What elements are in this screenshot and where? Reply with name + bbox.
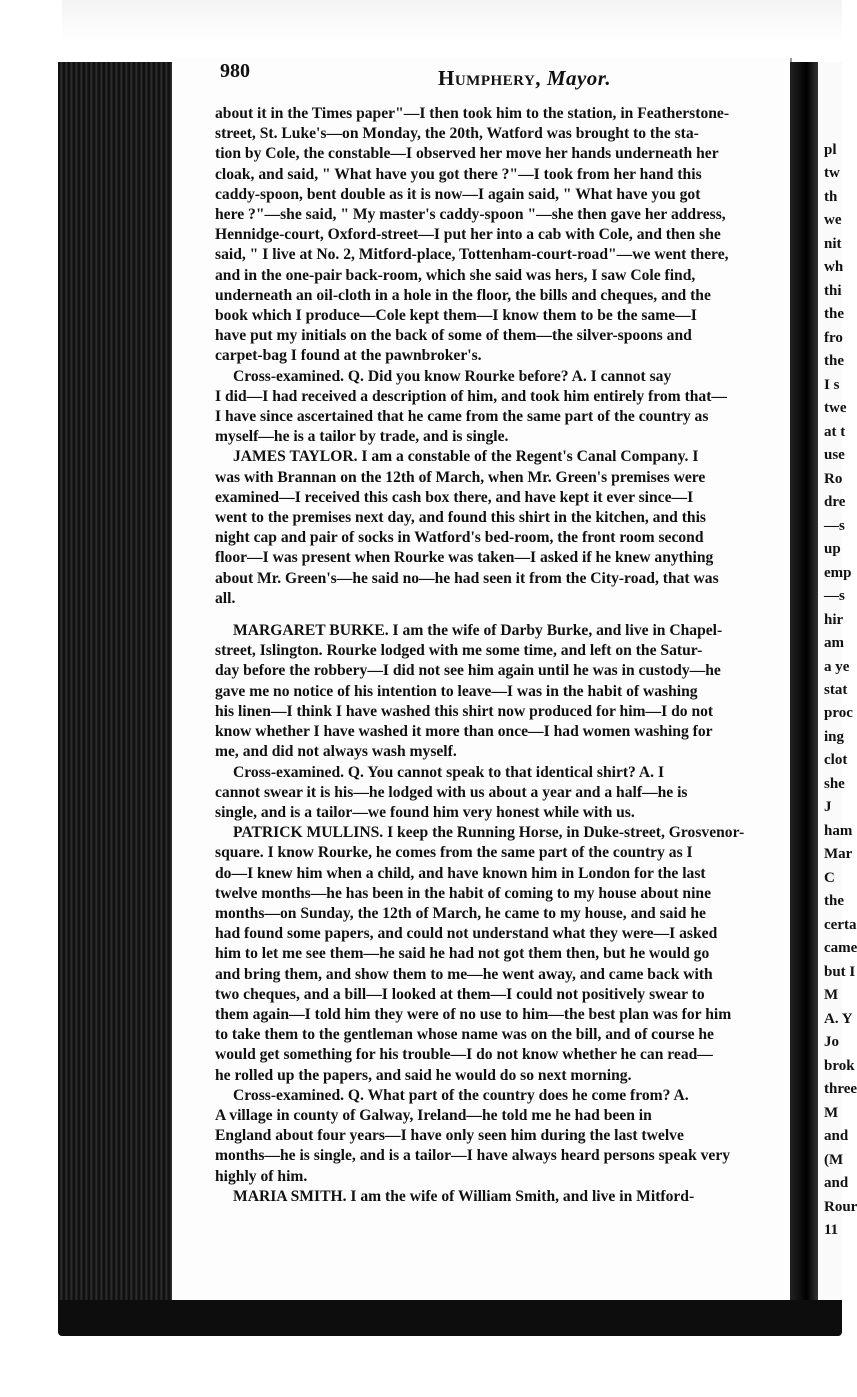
text-line: MARGARET BURKE. I am the wife of Darby Burke, and live in Chapel- [233, 622, 723, 640]
facing-page-fragment: and [824, 1128, 849, 1144]
facing-page-fragment: 11 [824, 1222, 839, 1238]
facing-page-fragment: Rour [824, 1199, 857, 1215]
text-line: tion by Cole, the constable—I observed her move her hands underneath her [215, 145, 719, 163]
text-line: would get something for his trouble—I do not know whether he can read— [215, 1046, 713, 1064]
facing-page-fragment: A. Y [824, 1011, 853, 1027]
paragraph-cross-examination-3 [215, 1086, 771, 1187]
text-line: me, and did not always wash myself. [215, 743, 457, 761]
facing-page-fragment: tw [824, 165, 840, 181]
text-line: street, Islington. Rourke lodged with me some time, and left on the Satur- [215, 642, 703, 660]
text-line: was with Brannan on the 12th of March, when Mr. Green's premises were [215, 468, 706, 486]
facing-page-fragment: came [824, 940, 857, 956]
text-line: his linen—I think I have washed this shirt now produced for him—I do not [215, 702, 714, 720]
paragraph-margaret-burke [215, 621, 771, 762]
text-line: months—he is single, and is a tailor—I have always heard persons speak very [215, 1147, 731, 1165]
text-line: I have since ascertained that he came from the same part of the country as [215, 408, 709, 426]
running-head-title: Mayor. [546, 66, 612, 90]
text-line: Cross-examined. Q. What part of the country does he come from? A. [233, 1086, 689, 1104]
text-line: highly of him. [215, 1167, 308, 1185]
text-line: cannot swear it is his—he lodged with us about a year and a half—he is [215, 783, 688, 801]
text-line: them again—I told him they were of no use to him—the best plan was for him [215, 1005, 732, 1023]
facing-page-fragment: thi [824, 283, 842, 299]
text-line: gave me no notice of his intention to leave—I was in the habit of washing [215, 682, 698, 700]
text-line: two cheques, and a bill—I looked at them—I could not positively swear to [215, 985, 705, 1003]
text-line: PATRICK MULLINS. I keep the Running Horse, in Duke-street, Grosvenor- [233, 824, 745, 842]
facing-page-fragment: Jo [824, 1034, 839, 1050]
facing-page-fragment: pl [824, 142, 837, 158]
facing-page-fragment: th [824, 189, 838, 205]
page-body [215, 104, 771, 1207]
text-line: know whether I have washed it more than once—I had women washing for [215, 723, 713, 741]
text-line: examined—I received this cash box there, and have kept it ever since—I [215, 488, 694, 506]
text-line: to take them to the gentleman whose name was on the bill, and of course he [215, 1026, 714, 1044]
text-line: carpet-bag I found at the pawnbroker's. [215, 347, 482, 365]
paragraph-cross-examination-1 [215, 367, 771, 448]
text-line: about it in the Times paper"—I then took him to the station, in Featherstone- [215, 105, 730, 122]
text-line: JAMES TAYLOR. I am a constable of the Regent's Canal Company. I [233, 448, 699, 466]
scan-bottom-margin [0, 1336, 842, 1397]
text-line: had found some papers, and could not understand what they were—I asked [215, 925, 718, 943]
text-line: all. [215, 589, 236, 607]
text-line: said, " I live at No. 2, Mitford-place, Tottenham-court-road"—we went there, [215, 246, 729, 264]
facing-page-fragment: the [824, 353, 844, 369]
facing-page-fragment: ing [824, 729, 845, 745]
text-line: book which I produce—Cole kept them—I know them to be the same—I [215, 307, 697, 325]
text-line: him to let me see them—he said he had not got them then, but he would go [215, 945, 710, 963]
facing-page-fragment: C [824, 870, 835, 886]
facing-page-fragment: we [824, 212, 842, 228]
facing-page-fragment: proc [824, 705, 853, 721]
paragraph-cross-examination-2 [215, 763, 771, 824]
text-line: myself—he is a tailor by trade, and is single. [215, 428, 509, 446]
facing-page-fragment: wh [824, 259, 844, 275]
facing-page-fragment: brok [824, 1058, 855, 1074]
facing-page-fragment: M [824, 987, 839, 1003]
facing-page-edge [818, 62, 857, 1312]
text-line: caddy-spoon, bent double as it is now—I again said, " What have you got [215, 185, 701, 203]
paragraph-james-taylor [215, 447, 771, 609]
text-line: England about four years—I have only seen him during the last twelve [215, 1127, 684, 1145]
text-line: single, and is a tailor—we found him very honest while with us. [215, 803, 635, 821]
facing-page-fragment: at t [824, 424, 846, 440]
text-line: floor—I was present when Rourke was taken—I asked if he knew anything [215, 549, 714, 567]
text-line: Cross-examined. Q. You cannot speak to that identical shirt? A. I [233, 763, 665, 781]
facing-page-fragment: Ro [824, 471, 843, 487]
text-line: about Mr. Green's—he said no—he had seen it from the City-road, that was [215, 569, 719, 587]
facing-page-fragment: stat [824, 682, 848, 698]
facing-page-fragment: clot [824, 752, 848, 768]
facing-page-fragment: —s [824, 588, 845, 604]
text-line: and in the one-pair back-room, which she said was hers, I saw Cole find, [215, 266, 696, 284]
facing-page-fragment: am [824, 635, 844, 651]
book-bottom-edge [58, 1300, 842, 1336]
facing-page-fragment: twe [824, 400, 847, 416]
facing-page-fragment: up [824, 541, 841, 557]
facing-page-fragment: the [824, 893, 844, 909]
facing-page-fragment: M [824, 1105, 839, 1121]
text-line: underneath an oil-cloth in a hole in the floor, the bills and cheques, and the [215, 286, 711, 304]
text-line: MARIA SMITH. I am the wife of William Smith, and live in Mitford- [233, 1187, 695, 1205]
facing-page-fragment: dre [824, 494, 846, 510]
text-line: square. I know Rourke, he comes from the same part of the country as I [215, 844, 693, 862]
facing-page-fragment: hir [824, 612, 844, 628]
text-line: twelve months—he has been in the habit of coming to my house about nine [215, 884, 712, 902]
facing-page-fragment: the [824, 306, 844, 322]
facing-page-fragment: —s [824, 518, 845, 534]
text-line: I did—I had received a description of him, and took him entirely from that— [215, 387, 728, 405]
paragraph-testimony-continued [215, 104, 771, 367]
facing-page-fragment: I s [824, 377, 840, 393]
text-line: A village in county of Galway, Ireland—he told me he had been in [215, 1106, 652, 1124]
text-line: have put my initials on the back of some of them—the silver-spoons and [215, 327, 692, 345]
page-header [220, 60, 780, 96]
facing-page-fragment: certa [824, 917, 857, 933]
text-line: night cap and pair of socks in Watford's bed-room, the front room second [215, 529, 704, 547]
book-page-edges [58, 62, 176, 1320]
running-head-name: Humphery, [438, 66, 542, 90]
facing-page-fragment: J [824, 799, 832, 815]
paragraph-patrick-mullins [215, 823, 771, 1086]
facing-page-fragment: emp [824, 565, 852, 581]
facing-page-fragment: Mar [824, 846, 853, 862]
page-number: 980 [220, 60, 250, 82]
text-line: went to the premises next day, and found this shirt in the kitchen, and this [215, 509, 706, 527]
text-line: cloak, and said, " What have you got there ?"—I took from her hand this [215, 165, 702, 183]
facing-page-fragment: three [824, 1081, 857, 1097]
facing-page-fragment: nit [824, 236, 842, 252]
facing-page-fragment: ham [824, 823, 853, 839]
facing-page-fragment: but I [824, 964, 856, 980]
facing-page-fragment: use [824, 447, 845, 463]
text-line: he rolled up the papers, and said he would do so next morning. [215, 1066, 632, 1084]
paragraph-maria-smith [215, 1187, 771, 1207]
text-line: months—on Sunday, the 12th of March, he came to my house, and said he [215, 904, 706, 922]
text-line: Cross-examined. Q. Did you know Rourke before? A. I cannot say [233, 367, 672, 385]
text-line: street, St. Luke's—on Monday, the 20th, Watford was brought to the sta- [215, 125, 699, 143]
facing-page-fragment: a ye [824, 659, 850, 675]
text-line: day before the robbery—I did not see him again until he was in custody—he [215, 662, 721, 680]
text-line: here ?"—she said, " My master's caddy-spoon "—she then gave her address, [215, 206, 726, 224]
facing-page-fragment: she [824, 776, 845, 792]
running-head [438, 66, 611, 91]
scan-left-margin [0, 0, 62, 1397]
facing-page-fragment: and [824, 1175, 849, 1191]
facing-page-fragment: fro [824, 330, 843, 346]
facing-page-fragment: (M [824, 1152, 844, 1168]
book-gutter [790, 62, 818, 1312]
text-line: Hennidge-court, Oxford-street—I put her into a cab with Cole, and then she [215, 226, 721, 244]
text-line: and bring them, and show them to me—he went away, and came back with [215, 965, 713, 983]
text-line: do—I knew him when a child, and have known him in London for the last [215, 864, 706, 882]
